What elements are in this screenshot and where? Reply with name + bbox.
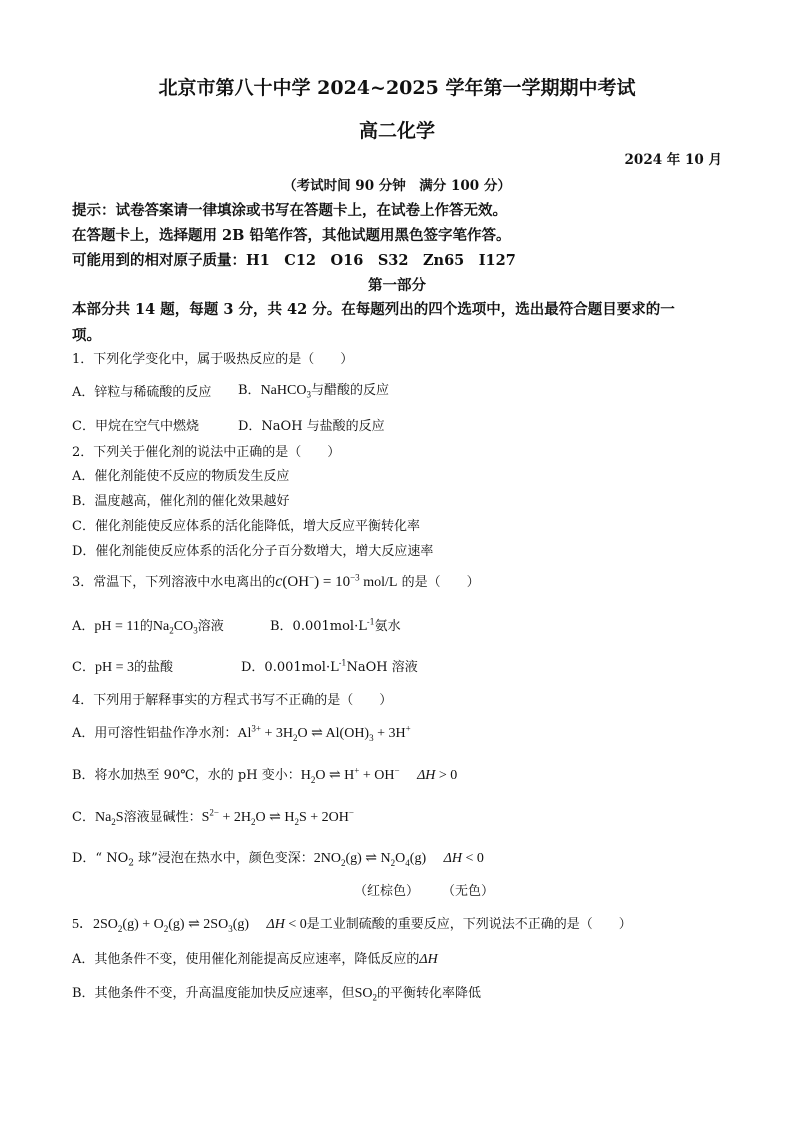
q4-option-d: D．“ $NO_2$ 球”浸泡在热水中，颜色变深：$2NO_2(g)$ ⇌ $N_2O_4(g)$ ΔH < 0 — [72, 851, 484, 869]
part-one-instructions-1: 本部分共 14 题，每题 3 分，共 42 分。在每题列出的四个选项中，选出最符合题目要求的一 — [72, 301, 675, 318]
part-one-heading: 第一部分 — [368, 277, 426, 294]
q1-stem: 1．下列化学变化中，属于吸热反应的是（ ） — [72, 352, 354, 367]
q1-option-b: B．NaHCO$_3$与醋酸的反应 — [238, 383, 389, 400]
q1-option-c: C．甲烷在空气中燃烧 — [72, 419, 199, 434]
q3-stem: 3．常温下，下列溶液中水电离出的$c(OH^-) = 10^{-3}$ mol/L 的是（ ） — [72, 572, 480, 590]
q2-stem: 2．下列关于催化剂的说法中正确的是（ ） — [72, 445, 341, 460]
notice-line-2: 在答题卡上，选择题用 2B 铅笔作答，其他试题用黑色签字笔作答。 — [72, 227, 511, 244]
q5-option-b: B．其他条件不变，升高温度能加快反应速率，但$SO_2$的平衡转化率降低 — [72, 986, 481, 1003]
q5-option-a: A．其他条件不变，使用催化剂能提高反应速率，降低反应的ΔH — [72, 952, 438, 967]
q3-option-b: B．$0.001mol\cdot L^{-1}$氨水 — [270, 617, 401, 634]
q4-option-b: B．将水加热至 90℃，水的 pH 变小：$H_2O$ ⇌ H+ + OH− ΔH > 0 — [72, 765, 458, 785]
exam-title: 北京市第八十中学 2024~2025 学年第一学期期中考试 — [158, 77, 636, 99]
q3-option-c: C．pH = 3的盐酸 — [72, 660, 173, 675]
q1-option-a: A．锌粒与稀硫酸的反应 — [72, 385, 212, 400]
notice-line-1: 提示：试卷答案请一律填涂或书写在答题卡上，在试卷上作答无效。 — [72, 202, 507, 219]
exam-date: 2024 年 10 月 — [624, 152, 722, 168]
q2-option-c: C．催化剂能使反应体系的活化能降低，增大反应平衡转化率 — [72, 519, 420, 534]
q4-option-c: C．$Na_2S$溶液显碱性：$S^{2-} + 2H_2O$ ⇌ $H_2S + 2OH^-$ — [72, 807, 354, 827]
q4-color-label-colorless: （无色） — [442, 884, 495, 899]
part-one-instructions-2: 项。 — [72, 327, 101, 344]
subject-title: 高二化学 — [358, 120, 435, 142]
q4-option-a: A．用可溶性铝盐作净水剂：$Al^{3+} + 3H_2O$ ⇌ $Al(OH)_3 + 3H^+$ — [72, 723, 411, 743]
q2-option-d: D．催化剂能使反应体系的活化分子百分数增大，增大反应速率 — [72, 544, 434, 559]
atomic-masses: 可能用到的相对原子质量：H1 C12 O16 S32 Zn65 I127 — [72, 252, 516, 269]
q2-option-a: A．催化剂能使不反应的物质发生反应 — [72, 469, 290, 484]
q3-option-d: D．$0.001mol\cdot L^{-1}NaOH$ 溶液 — [241, 658, 418, 675]
q2-option-b: B．温度越高，催化剂的催化效果越好 — [72, 494, 290, 509]
q4-stem: 4．下列用于解释事实的方程式书写不正确的是（ ） — [72, 693, 393, 708]
q3-option-a: A．pH = 11的$Na_2CO_3$溶液 — [72, 619, 224, 636]
q1-option-d: D．NaOH 与盐酸的反应 — [238, 419, 385, 434]
q5-stem: 5．$2SO_2(g) + O_2(g)$ ⇌ $2SO_3(g)$ ΔH < 0是工业制硫酸的重要反应，下列说法不正确的是（ ） — [72, 917, 632, 934]
q4-color-label-red-brown: （红棕色） — [354, 884, 420, 899]
exam-info: （考试时间 90 分钟 满分 100 分） — [283, 178, 511, 194]
